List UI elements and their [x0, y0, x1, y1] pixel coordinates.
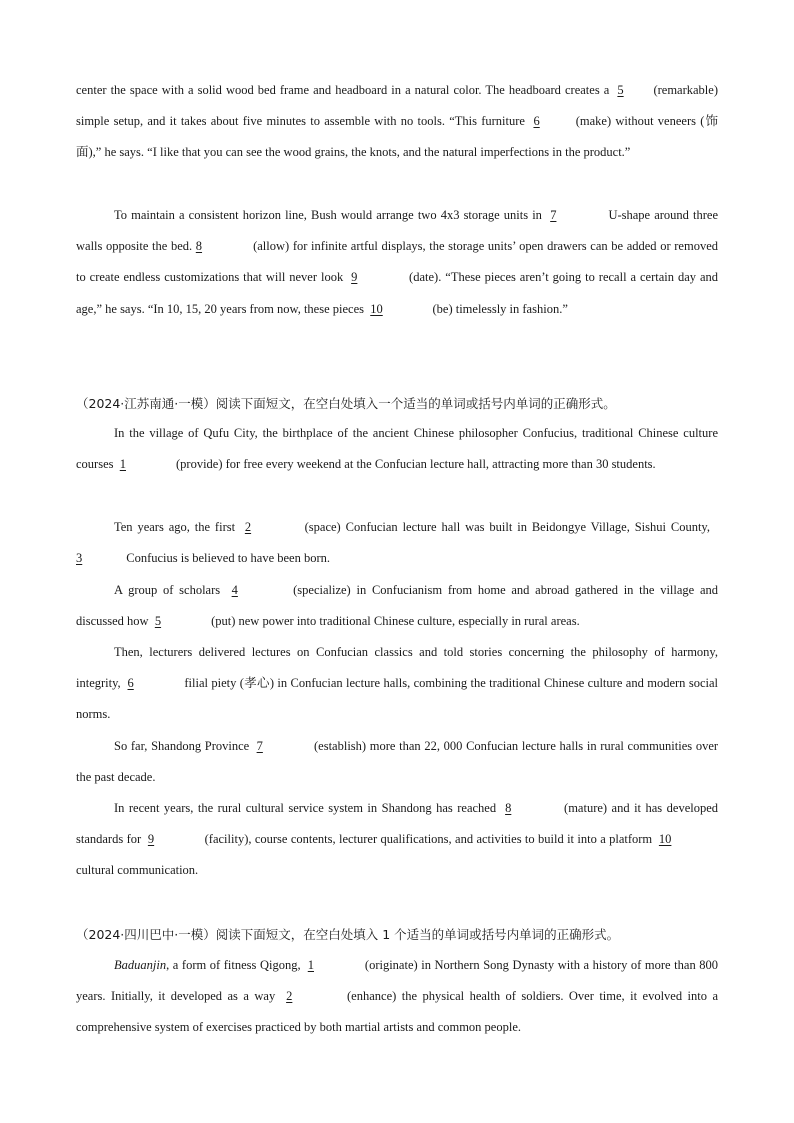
answer-blank-9b[interactable]: 9 [147, 832, 155, 847]
answer-blank-1c[interactable]: 1 [307, 958, 314, 972]
passage2-paragraph-1: In the village of Qufu City, the birthplace of the ancient Chinese philosopher Confucius, traditional Chinese culture courses 1 (provide) for free every weekend at the Confucian lecture hall, attracting more than 30 students. [76, 418, 718, 480]
answer-blank-5[interactable]: 5 [617, 83, 624, 97]
answer-blank-8b[interactable]: 8 [505, 801, 512, 815]
answer-blank-7b[interactable]: 7 [256, 739, 263, 753]
passage2-paragraph-5: So far, Shandong Province 7 (establish) more than 22, 000 Confucian lecture halls in rural communities over the past decade. [76, 731, 718, 793]
section-header-sichuan: （2024·四川巴中·一模）阅读下面短文，在空白处填入 1 个适当的单词或括号内单词的正确形式。 [76, 927, 620, 942]
section-header-jiangsu: （2024·江苏南通·一模）阅读下面短文，在空白处填入一个适当的单词或括号内单词的正确形式。 [76, 396, 616, 411]
answer-blank-2[interactable]: 2 [244, 520, 252, 534]
answer-blank-7[interactable]: 7 [550, 208, 557, 222]
answer-blank-10b[interactable]: 10 [658, 832, 672, 847]
passage1-paragraph-1: center the space with a solid wood bed frame and headboard in a natural color. The headboard creates a 5 (remarkable) simple setup, and it takes about five minutes to assemble with no tools. “This furniture 6 (make) without veneers (饰面),” he says. “I like that you can see the wood grains, the knots, and the natural imperfections in the product.” [76, 75, 718, 169]
passage1-paragraph-2: To maintain a consistent horizon line, Bush would arrange two 4x3 storage units in 7 U-shape around three walls opposite the bed. 8 (allow) for infinite artful displays, the storage units’ open drawers can be added or removed to create endless customizations that will never look 9 (date). “These pieces aren’t going to recall a certain day and age,” he says. “In 10, 15, 20 years from now, these pieces 10 (be) timelessly in fashion.” [76, 200, 718, 325]
answer-blank-4[interactable]: 4 [231, 583, 238, 597]
answer-blank-5b[interactable]: 5 [154, 614, 162, 629]
passage2-paragraph-6: In recent years, the rural cultural service system in Shandong has reached 8 (mature) and it has developed standards for 9 (facility), course contents, lecturer qualifications, and activities to build it into a platform 10 cultural communication. [76, 793, 718, 887]
answer-blank-6[interactable]: 6 [533, 114, 540, 129]
answer-blank-8[interactable]: 8 [195, 239, 203, 254]
passage2-paragraph-2: Ten years ago, the first 2 (space) Confucian lecture hall was built in Beidongye Village, Sishui County, 3 Confucius is believed to have been born. [76, 512, 718, 574]
answer-blank-6b[interactable]: 6 [127, 676, 134, 691]
passage2-paragraph-3: A group of scholars 4 (specialize) in Confucianism from home and abroad gathered in the village and discussed how 5 (put) new power into traditional Chinese culture, especially in rural areas. [76, 575, 718, 637]
passage3-paragraph-1: Baduanjin, a form of fitness Qigong, 1 (originate) in Northern Song Dynasty with a history of more than 800 years. Initially, it developed as a way 2 (enhance) the physical health of soldiers. Over time, it evolved into a comprehensive system of exercises practiced by both martial artists and common people. [76, 950, 718, 1044]
answer-blank-2c[interactable]: 2 [286, 989, 293, 1004]
answer-blank-3[interactable]: 3 [76, 551, 83, 566]
answer-blank-10[interactable]: 10 [370, 301, 383, 316]
passage2-paragraph-4: Then, lecturers delivered lectures on Confucian classics and told stories concerning the philosophy of harmony, integrity, 6 filial piety (孝心) in Confucian lecture halls, combining the traditional Chinese culture and modern social norms. [76, 645, 719, 722]
answer-blank-1[interactable]: 1 [119, 457, 126, 472]
answer-blank-9[interactable]: 9 [351, 270, 358, 285]
